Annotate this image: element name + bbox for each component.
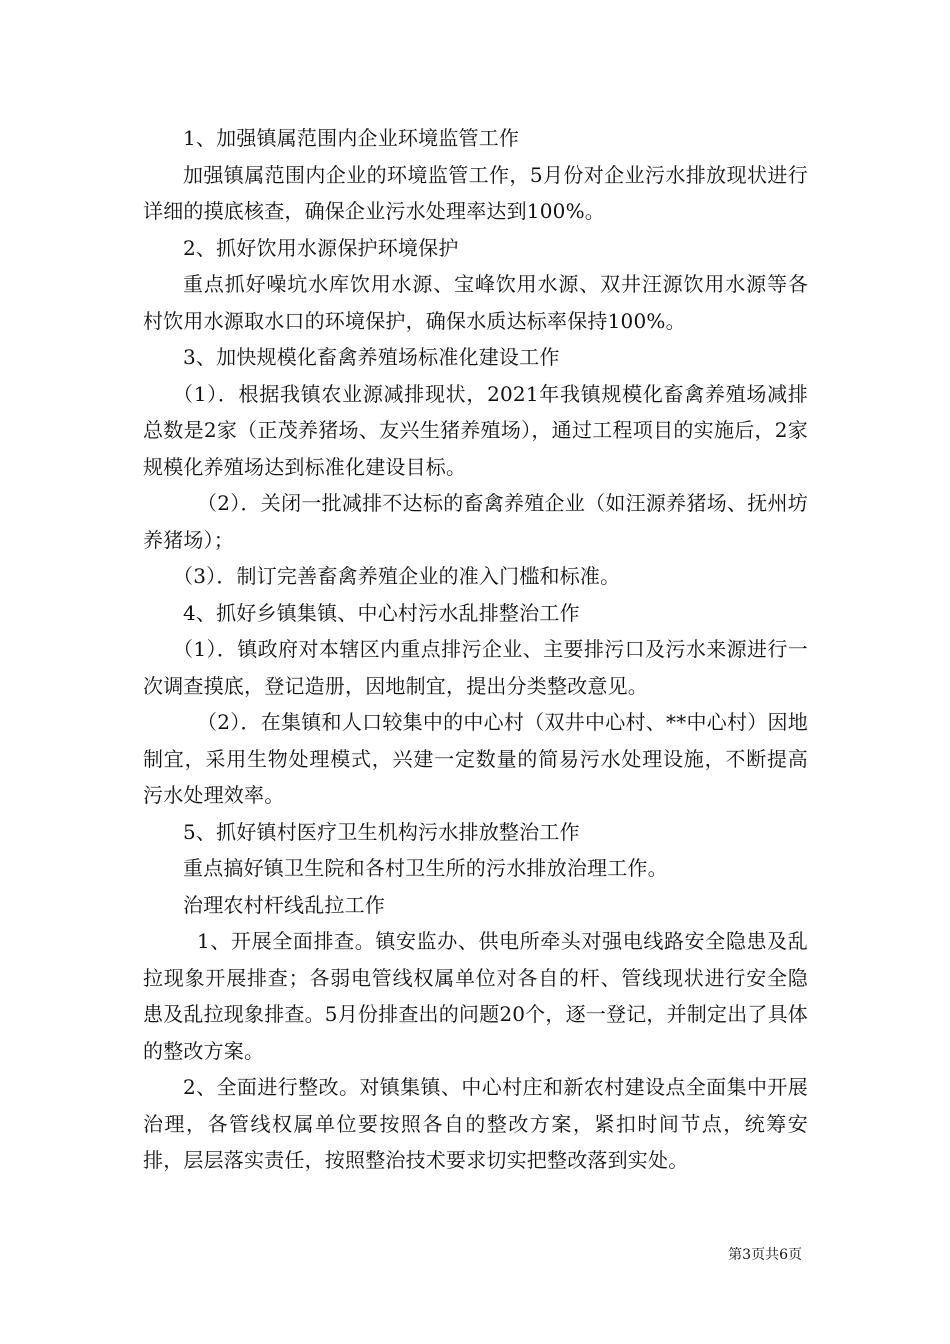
heading-water-source-protection: 2、抓好饮用水源保护环境保护 [183, 235, 459, 260]
document-body [143, 120, 808, 1179]
paragraph-sewage-item-2: （2）．在集镇和人口较集中的中心村（双井中心村、**中心村）因地制宜，采用生物处理模式，兴建一定数量的简易污水处理设施，不断提高污水处理效率。 [143, 710, 808, 807]
paragraph-pole-lines-rectification: 2、全面进行整改。对镇集镇、中心村庄和新农村建设点全面集中开展治理，各管线权属单位要按照各自的整改方案，紧扣时间节点，统筹安排，层层落实责任，按照整治技术要求切实把整改落到实处。 [143, 1075, 808, 1172]
heading-medical-sewage: 5、抓好镇村医疗卫生机构污水排放整治工作 [183, 819, 580, 844]
paragraph-enterprise-supervision: 加强镇属范围内企业的环境监管工作，5月份对企业污水排放现状进行详细的摸底核查，确保企业污水处理率达到100%。 [143, 162, 808, 223]
paragraph-livestock-item-2: （2）．关闭一批减排不达标的畜禽养殖企业（如汪源养猪场、抚州坊养猪场）； [143, 491, 808, 552]
page-number: 第3页共6页 [728, 1247, 802, 1263]
heading-sewage-rectification: 4、抓好乡镇集镇、中心村污水乱排整治工作 [183, 600, 580, 625]
paragraph-sewage-item-1: （1）．镇政府对本辖区内重点排污企业、主要排污口及污水来源进行一次调查摸底，登记造册，因地制宜，提出分类整改意见。 [143, 637, 808, 698]
paragraph-medical-sewage: 重点搞好镇卫生院和各村卫生所的污水排放治理工作。 [183, 856, 668, 880]
heading-pole-lines: 治理农村杆线乱拉工作 [183, 892, 385, 917]
paragraph-livestock-item-3: （3）．制订完善畜禽养殖企业的准入门槛和标准。 [173, 564, 621, 588]
heading-enterprise-supervision: 1、加强镇属范围内企业环境监管工作 [183, 126, 520, 150]
paragraph-pole-lines-inspection: 1、开展全面排查。镇安监办、供电所牵头对强电线路安全隐患及乱拉现象开展排查；各弱电管线权属单位对各自的杆、管线现状进行安全隐患及乱拉现象排查。5月份排查出的问题20个，逐一登记，并制定出了具体的整改方案。 [143, 929, 808, 1063]
heading-livestock-farms: 3、加快规模化畜禽养殖场标准化建设工作 [183, 345, 560, 369]
paragraph-livestock-item-1: （1）．根据我镇农业源减排现状，2021年我镇规模化畜禽养殖场减排总数是2家（正茂养猪场、友兴生猪养殖场），通过工程项目的实施后，2家规模化养殖场达到标准化建设目标。 [143, 381, 808, 479]
paragraph-water-source-protection: 重点抓好噪坑水库饮用水源、宝峰饮用水源、双井汪源饮用水源等各村饮用水源取水口的环境保护，确保水质达标率保持100%。 [143, 272, 808, 333]
